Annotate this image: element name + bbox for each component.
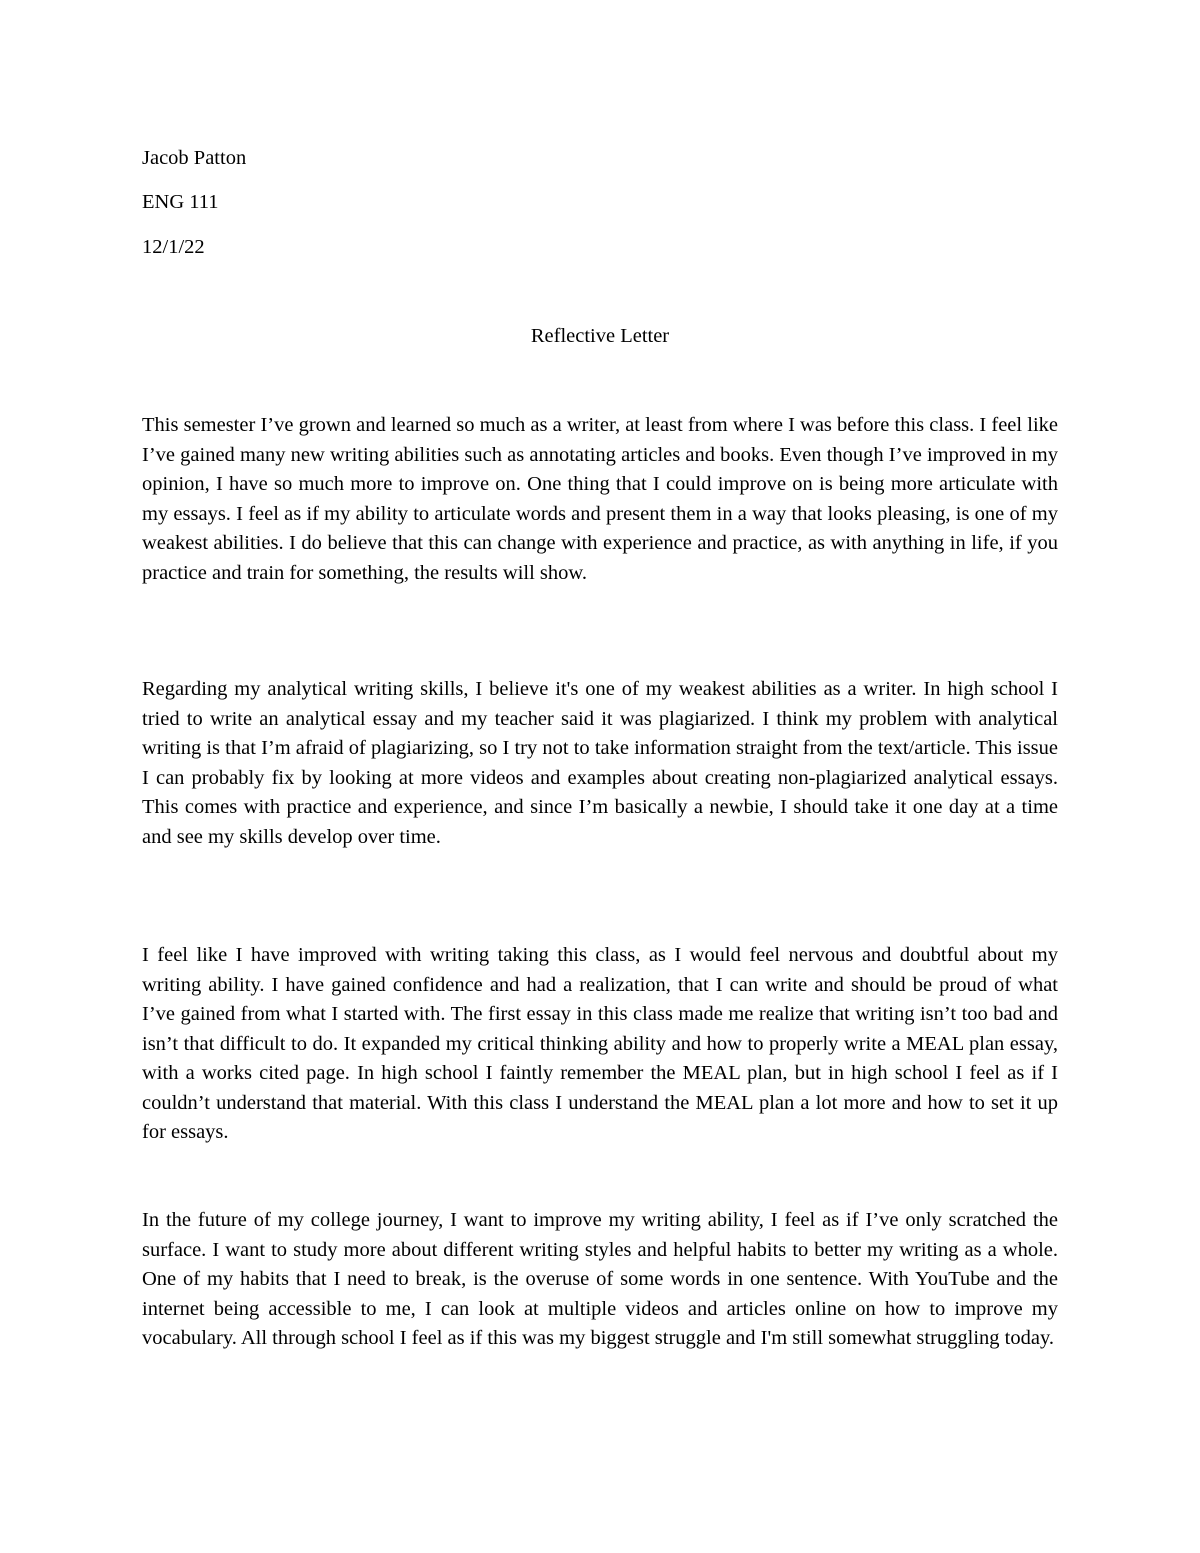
author-name: Jacob Patton	[142, 147, 247, 169]
document-title: Reflective Letter	[530, 325, 670, 347]
course-code: ENG 111	[142, 191, 219, 213]
document-date: 12/1/22	[142, 236, 205, 258]
body-paragraph: I feel like I have improved with writing taking this class, as I would feel nervous and doubtful about my writing ability. I have gained confidence and had a realization, that I can write and should be proud of what I’ve gained from what I started with. The first essay in this class made me realize that writing isn’t too bad and isn’t that difficult to do. It expanded my critical thinking ability and how to properly write a MEAL plan essay, with a works cited page. In high school I faintly remember the MEAL plan, but in high school I feel as if I couldn’t understand that material. With this class I understand the MEAL plan a lot more and how to set it up for essays.	[142, 944, 1058, 1143]
body-paragraph: Regarding my analytical writing skills, I believe it's one of my weakest abilities as a writer. In high school I tried to write an analytical essay and my teacher said it was plagiarized. I think my problem with analytical writing is that I’m afraid of plagiarizing, so I try not to take information straight from the text/article. This issue I can probably fix by looking at more videos and examples about creating non-plagiarized analytical essays. This comes with practice and experience, and since I’m basically a newbie, I should take it one day at a time and see my skills develop over time.	[142, 678, 1058, 848]
body-paragraph: In the future of my college journey, I want to improve my writing ability, I feel as if I’ve only scratched the surface. I want to study more about different writing styles and helpful habits to better my writing as a whole. One of my habits that I need to break, is the overuse of some words in one sentence. With YouTube and the internet being accessible to me, I can look at multiple videos and articles online on how to improve my vocabulary. All through school I feel as if this was my biggest struggle and I'm still somewhat struggling today.	[142, 1209, 1058, 1349]
body-paragraph: This semester I’ve grown and learned so much as a writer, at least from where I was before this class. I feel like I’ve gained many new writing abilities such as annotating articles and books. Even though I’ve improved in my opinion, I have so much more to improve on. One thing that I could improve on is being more articulate with my essays. I feel as if my ability to articulate words and present them in a way that looks pleasing, is one of my weakest abilities. I do believe that this can change with experience and practice, as with anything in life, if you practice and train for something, the results will show.	[142, 414, 1058, 584]
